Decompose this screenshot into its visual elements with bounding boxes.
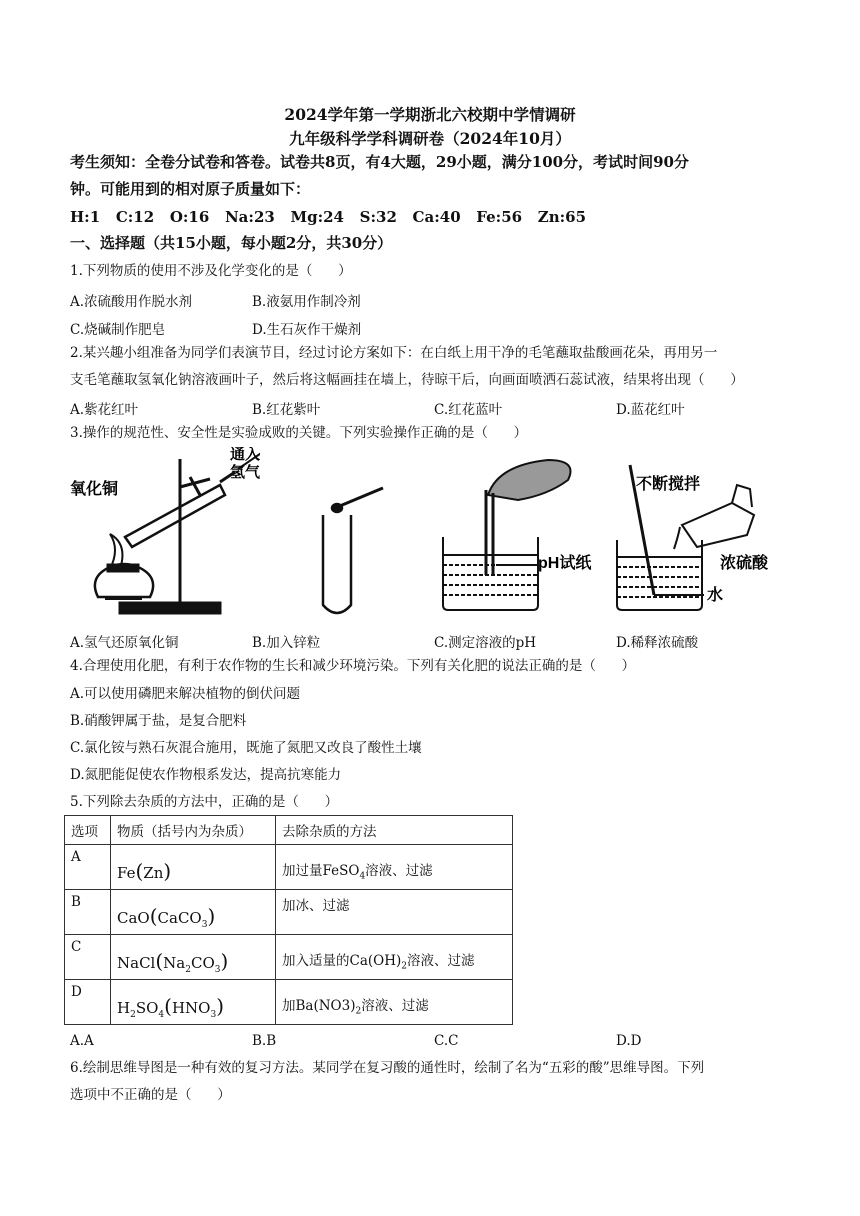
figure-dilute-acid [612, 455, 802, 620]
q4-option-b: B.硝酸钾属于盐，是复合肥料 [70, 713, 247, 729]
exam-subtitle: 九年级科学学科调研卷（2024年10月） [289, 129, 571, 148]
q4-option-d: D.氮肥能促使农作物根系发达，提高抗寒能力 [70, 767, 342, 783]
figure-measure-ph [438, 455, 628, 620]
q5-option-d: D.D [616, 1033, 642, 1049]
table-row [65, 890, 513, 935]
header-substance: 物质（括号内为杂质） [111, 816, 276, 845]
q2-stem-2: 支毛笔蘸取氢氧化钠溶液画叶子，然后将这幅画挂在墙上，待晾干后，向画面喷洒石蕊试液，结果将出现（ ） [70, 372, 744, 388]
q2-stem-1: 2.某兴趣小组准备为同学们表演节目，经过讨论方案如下：在白纸上用干净的毛笔蘸取盐酸画花朵，再用另一 [70, 345, 718, 361]
q4-option-a: A.可以使用磷肥来解决植物的倒伏问题 [70, 686, 301, 702]
q4-stem: 4.合理使用化肥，有利于农作物的生长和减少环境污染。下列有关化肥的说法正确的是（ ） [70, 658, 636, 674]
figure-add-zinc [315, 480, 395, 620]
q2-option-c: C.红花蓝叶 [434, 402, 503, 418]
q3-option-d: D.稀释浓硫酸 [616, 635, 699, 651]
row-method: 加$Ba(NO3)_2$溶液、过滤 [276, 980, 513, 1025]
q1-option-c: C.烧碱制作肥皂 [70, 322, 166, 338]
q5-table [64, 815, 513, 1025]
row-method: 加冰、过滤 [276, 890, 513, 935]
header-method: 去除杂质的方法 [276, 816, 513, 845]
row-substance: $NaCl(Na_2CO_3)$ [111, 935, 276, 980]
fig-a-label: 氧化铜 [70, 481, 119, 498]
fig-c-label: pH试纸 [538, 555, 592, 572]
q5-stem: 5.下列除去杂质的方法中，正确的是（ ） [70, 794, 339, 810]
row-substance: CaO(CaCO$_3$) [111, 890, 276, 935]
q3-option-c: C.测定溶液的pH [434, 635, 537, 651]
q4-option-c: C.氯化铵与熟石灰混合施用，既施了氮肥又改良了酸性土壤 [70, 740, 422, 756]
row-method: 加过量FeSO$_4$溶液、过滤 [276, 845, 513, 890]
q1-option-a: A.浓硫酸用作脱水剂 [70, 294, 193, 310]
q2-option-b: B.红花紫叶 [252, 402, 321, 418]
fig-d-acid: 浓硫酸 [720, 555, 769, 572]
q5-option-a: A.A [70, 1033, 94, 1049]
notice-line-1: 考生须知：全卷分试卷和答卷。试卷共8页，有4大题，29小题，满分100分，考试时间90分 [70, 153, 689, 171]
row-method: 加入适量的$Ca(OH)_2$溶液、过滤 [276, 935, 513, 980]
notice-line-2: 钟。可能用到的相对原子质量如下： [70, 180, 311, 198]
row-substance: Fe(Zn) [111, 845, 276, 890]
exam-title: 2024学年第一学期浙北六校期中学情调研 [284, 105, 576, 124]
q6-stem-1: 6.绘制思维导图是一种有效的复习方法。某同学在复习酸的通性时，绘制了名为“五彩的酸”思维导图。下列 [70, 1060, 705, 1076]
q5-option-c: C.C [434, 1033, 459, 1049]
section-heading: 一、选择题（共15小题，每小题2分，共30分） [70, 234, 393, 252]
atomic-masses: H:1 C:12 O:16 Na:23 Mg:24 S:32 Ca:40 Fe:56 Zn:65 [70, 208, 587, 226]
table-row [65, 845, 513, 890]
figure-hydrogen-reduction [70, 447, 260, 622]
fig-d-note: 不断搅拌 [636, 476, 701, 493]
q1-option-d: D.生石灰作干燥剂 [252, 322, 362, 338]
q6-stem-2: 选项中不正确的是（ ） [70, 1087, 231, 1103]
table-row [65, 935, 513, 980]
q3-option-b: B.加入锌粒 [252, 635, 321, 651]
row-option: B [65, 890, 111, 935]
fig-a-note-2: 氢气 [230, 464, 260, 481]
q3-option-a: A.氢气还原氧化铜 [70, 635, 179, 651]
q1-option-b: B.液氨用作制冷剂 [252, 294, 361, 310]
row-option: D [65, 980, 111, 1025]
fig-a-note-1: 通入 [230, 447, 260, 463]
row-substance: $H_2SO_4(HNO_3)$ [111, 980, 276, 1025]
row-option: A [65, 845, 111, 890]
q2-option-d: D.蓝花红叶 [616, 402, 685, 418]
table-header-row [65, 816, 513, 845]
q1-stem: 1.下列物质的使用不涉及化学变化的是（ ） [70, 263, 352, 279]
q2-option-a: A.紫花红叶 [70, 402, 139, 418]
q5-option-b: B.B [252, 1033, 277, 1049]
fig-d-water: 水 [707, 587, 724, 604]
header-option: 选项 [65, 816, 111, 845]
table-row [65, 980, 513, 1025]
row-option: C [65, 935, 111, 980]
q3-stem: 3.操作的规范性、安全性是实验成败的关键。下列实验操作正确的是（ ） [70, 425, 528, 441]
